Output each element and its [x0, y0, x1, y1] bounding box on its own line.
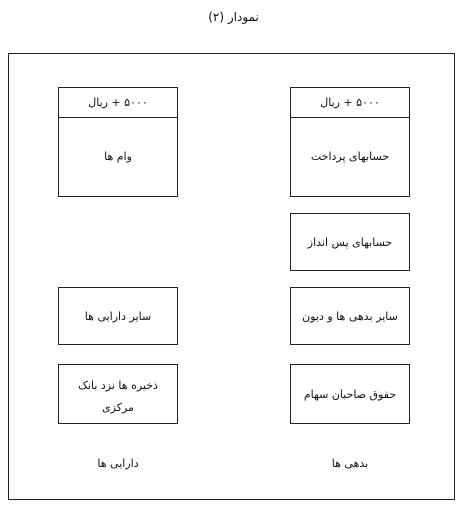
- reserves-label: ذخیره ها نزد بانک مرکزی: [78, 379, 158, 414]
- reserves-box: [58, 364, 178, 424]
- payable-accounts-amount: ۵۰۰۰ + ریال: [291, 88, 409, 118]
- payable-accounts-label: حسابهای پرداخت: [310, 150, 390, 163]
- savings-accounts-box: [290, 213, 410, 271]
- savings-accounts-label: حسابهای پس انداز: [307, 235, 393, 249]
- other-assets-label: سایر دارایی ها: [84, 309, 152, 323]
- other-debts-label: سایر بدهی ها و دیون: [302, 309, 398, 323]
- payable-accounts-box: [290, 87, 410, 197]
- loans-box: [58, 87, 178, 197]
- loans-label: وام ها: [104, 150, 132, 163]
- loans-amount: ۵۰۰۰ + ریال: [59, 88, 177, 118]
- equity-label: حقوق صاحبان سهام: [303, 387, 397, 401]
- other-assets-box: [58, 287, 178, 345]
- assets-heading: دارایی ها: [97, 457, 139, 470]
- figure-title: نمودار (۲): [208, 10, 259, 24]
- equity-box: [290, 364, 410, 424]
- other-debts-box: [290, 287, 410, 345]
- liabilities-heading: بدهی ها: [331, 457, 369, 470]
